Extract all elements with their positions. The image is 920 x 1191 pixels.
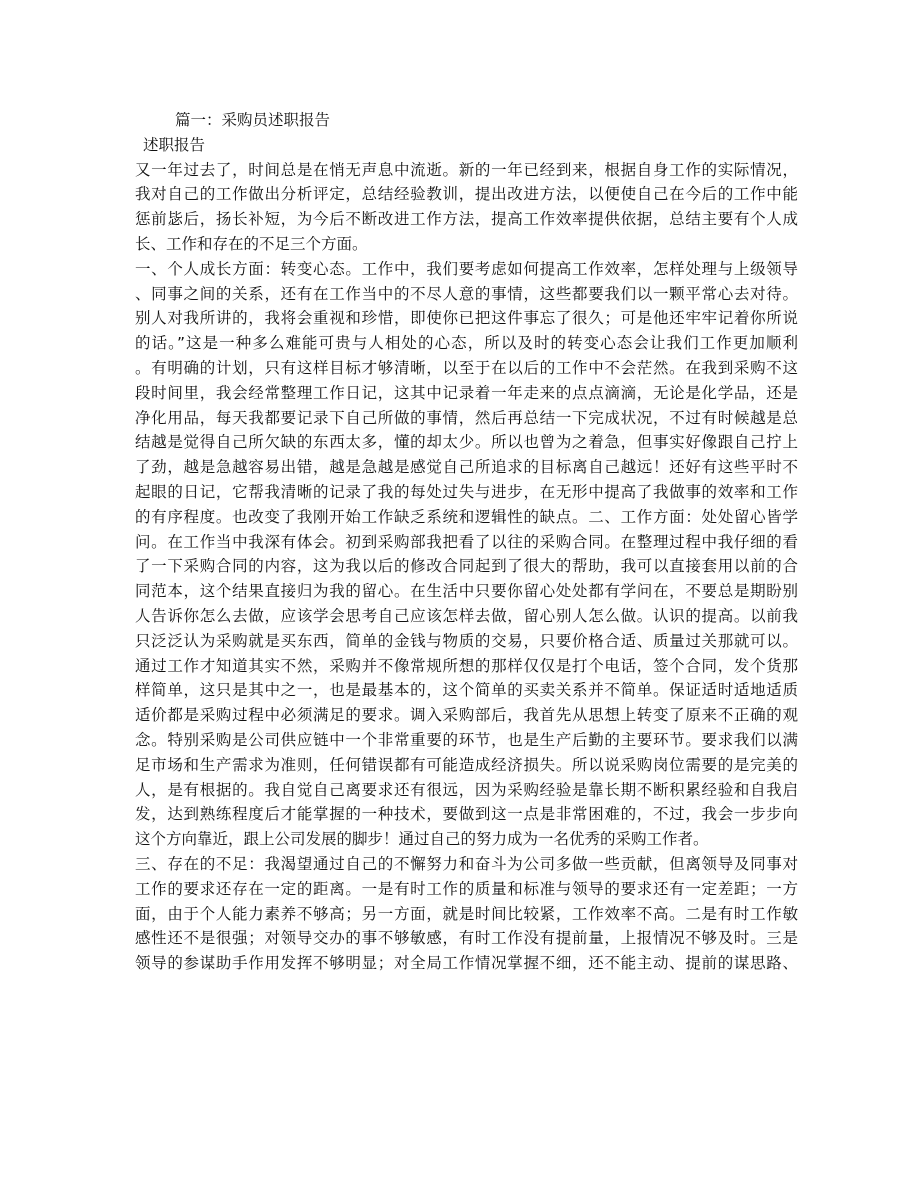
document-page (135, 108, 798, 976)
text-line: 长、工作和存在的不足三个方面。 (135, 234, 368, 253)
text-line: 工作的要求还存在一定的距离。一是有时工作的质量和标准与领导的要求还有一定差距；一方 (135, 879, 798, 898)
text-line: 一、个人成长方面：转变心态。工作中，我们要考虑如何提高工作效率，怎样处理与上级领导 (135, 259, 798, 278)
text-line: 只泛泛认为采购就是买东西，简单的金钱与物质的交易，只要价格合适、质量过关那就可以。 (135, 631, 798, 650)
text-line: 人告诉你怎么去做，应该学会思考自己应该怎样去做，留心别人怎么做。认识的提高。以前我 (135, 606, 798, 625)
text-line: 起眼的日记，它帮我清晰的记录了我的每处过失与进步，在无形中提高了我做事的效率和工作 (135, 482, 798, 501)
document-subtitle: 述职报告 (143, 135, 206, 154)
text-line: 人，是有根据的。我自觉自己离要求还有很远，因为采购经验是靠长期不断积累经验和自我启 (135, 780, 798, 799)
text-line: 别人对我所讲的，我将会重视和珍惜，即使你已把这件事忘了很久；可是他还牢牢记着你所说 (135, 309, 798, 328)
text-line: 通过工作才知道其实不然，采购并不像常规所想的那样仅仅是打个电话，签个合同，发个货那 (135, 656, 798, 675)
text-line: 我对自己的工作做出分析评定，总结经验教训，提出改进方法，以便使自己在今后的工作中能 (135, 185, 798, 204)
text-line: 念。特别采购是公司供应链中一个非常重要的环节，也是生产后勤的主要环节。要求我们以满 (135, 730, 798, 749)
text-line: 样简单，这只是其中之一，也是最基本的，这个简单的买卖关系并不简单。保证适时适地适质 (135, 681, 798, 700)
text-line: 三、存在的不足：我渴望通过自己的不懈努力和奋斗为公司多做一些贡献，但离领导及同事对 (135, 854, 798, 873)
text-line: 净化用品，每天我都要记录下自己所做的事情，然后再总结一下完成状况，不过有时候越是总 (135, 408, 798, 427)
text-line: 领导的参谋助手作用发挥不够明显；对全局工作情况掌握不细，还不能主动、提前的谋思路、 (135, 954, 798, 973)
text-line: 了一下采购合同的内容，这为我以后的修改合同起到了很大的帮助，我可以直接套用以前的合 (135, 557, 798, 576)
text-line: 面，由于个人能力素养不够高；另一方面，就是时间比较紧，工作效率不高。二是有时工作敏 (135, 904, 798, 923)
document-title: 篇一：采购员述职报告 (175, 111, 331, 129)
text-line: 又一年过去了，时间总是在悄无声息中流逝。新的一年已经到来，根据自身工作的实际情况， (135, 160, 798, 179)
text-line: 。有明确的计划，只有这样目标才够清晰，以至于在以后的工作中不会茫然。在我到采购不这 (135, 358, 798, 377)
text-line: 结越是觉得自己所欠缺的东西太多，懂的却太少。所以也曾为之着急，但事实好像跟自己拧上 (135, 433, 798, 452)
text-line: 适价都是采购过程中必须满足的要求。调入采购部后，我首先从思想上转变了原来不正确的观 (135, 706, 798, 725)
text-line: 同范本，这个结果直接归为我的留心。在生活中只要你留心处处都有学问在，不要总是期盼别 (135, 582, 798, 601)
text-line: 这个方向靠近，跟上公司发展的脚步！通过自己的努力成为一名优秀的采购工作者。 (135, 830, 709, 849)
text-line: 问。在工作当中我深有体会。初到采购部我把看了以往的采购合同。在整理过程中我仔细的看 (135, 532, 798, 551)
text-line: 了劲，越是急越容易出错，越是急越是感觉自己所追求的目标离自己越远！还好有这些平时不 (135, 458, 798, 477)
text-line: 段时间里，我会经常整理工作日记，这其中记录着一年走来的点点滴滴，无论是化学品，还是 (135, 383, 798, 402)
text-line: 感性还不是很强；对领导交办的事不够敏感，有时工作没有提前量，上报情况不够及时。三是 (135, 929, 798, 948)
text-line: 、同事之间的关系，还有在工作当中的不尽人意的事情，这些都要我们以一颗平常心去对待。 (135, 284, 798, 303)
text-line: 足市场和生产需求为准则，任何错误都有可能造成经济损失。所以说采购岗位需要的是完美的 (135, 755, 798, 774)
text-line: 惩前毖后，扬长补短，为今后不断改进工作方法，提高工作效率提供依据，总结主要有个人成 (135, 210, 798, 229)
text-line: 发，达到熟练程度后才能掌握的一种技术，要做到这一点是非常困难的，不过，我会一步步向 (135, 805, 798, 824)
text-line: 的话。”这是一种多么难能可贵与人相处的心态，所以及时的转变心态会让我们工作更加顺利 (135, 334, 798, 353)
text-line: 的有序程度。也改变了我刚开始工作缺乏系统和逻辑性的缺点。二、工作方面：处处留心皆学 (135, 507, 798, 526)
